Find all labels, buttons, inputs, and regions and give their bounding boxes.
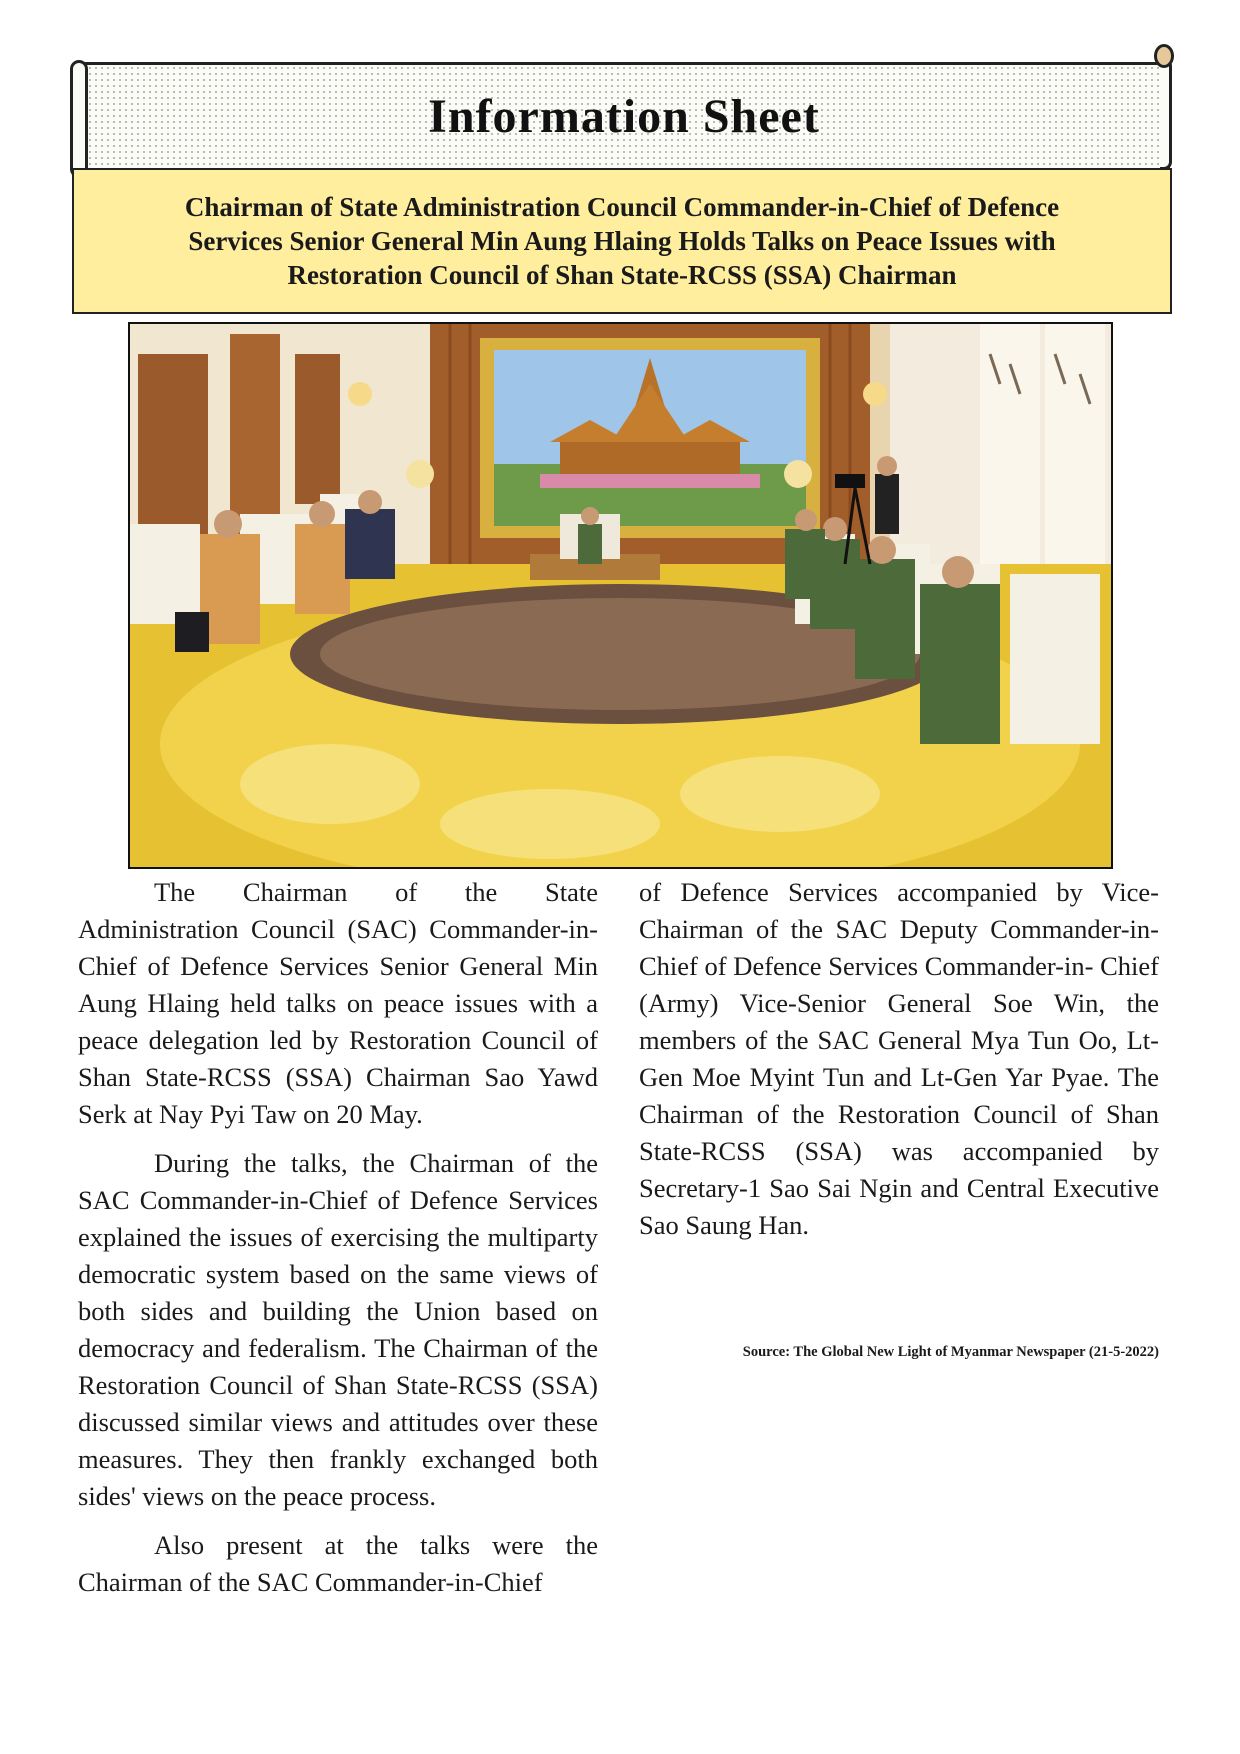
article-paragraph-3-end: of Defence Services accompanied by Vice-Chairman of the SAC Deputy Commander-in-Chief of Defence Services Commander-in- Chief (Army) Vice-Senior General Soe Win, the members of the SAC General Mya Tun Oo, Lt-Gen Moe Myint Tun and Lt-Gen Yar Pyae. The Chairman of the Restoration Council of Shan State-RCSS (SSA) was accompanied by Secretary-1 Sao Sai Ngin and Central Executive Sao Saung Han.: [639, 877, 1159, 1240]
article-column-left: [78, 874, 598, 1613]
headline-box: [72, 168, 1172, 314]
headline-line-1: Chairman of State Administration Council Commander-in-Chief of Defence: [184, 192, 1060, 222]
meeting-photo-illustration: [130, 324, 1111, 867]
headline-line-2: Services Senior General Min Aung Hlaing Holds Talks on Peace Issues with: [188, 226, 1056, 256]
headline-line-3: Restoration Council of Shan State-RCSS (SSA) Chairman: [287, 260, 957, 290]
article-paragraph-2: During the talks, the Chairman of the SAC Commander-in-Chief of Defence Services explained the issues of exercising the multiparty democratic system based on the same views of both sides and building the Union based on democracy and federalism. The Chairman of the Restoration Council of Shan State-RCSS (SSA) discussed similar views and attitudes over these measures. They then frankly exchanged both sides' views on the peace process.: [78, 1148, 598, 1511]
article-column-right: [639, 874, 1159, 1256]
meeting-photo: [128, 322, 1113, 869]
source-credit: Source: The Global New Light of Myanmar Newspaper (21-5-2022): [742, 1344, 1159, 1360]
article-paragraph-1: The Chairman of the State Administration Council (SAC) Commander-in-Chief of Defence Services Senior General Min Aung Hlaing held talks on peace issues with a peace delegation led by Restoration Council of Shan State-RCSS (SSA) Chairman Sao Yawd Serk at Nay Pyi Taw on 20 May.: [78, 877, 598, 1129]
article-paragraph-3-start: Also present at the talks were the Chairman of the SAC Commander-in-Chief: [78, 1530, 598, 1597]
page-title: Information Sheet: [428, 89, 820, 143]
headline: [185, 190, 1059, 292]
